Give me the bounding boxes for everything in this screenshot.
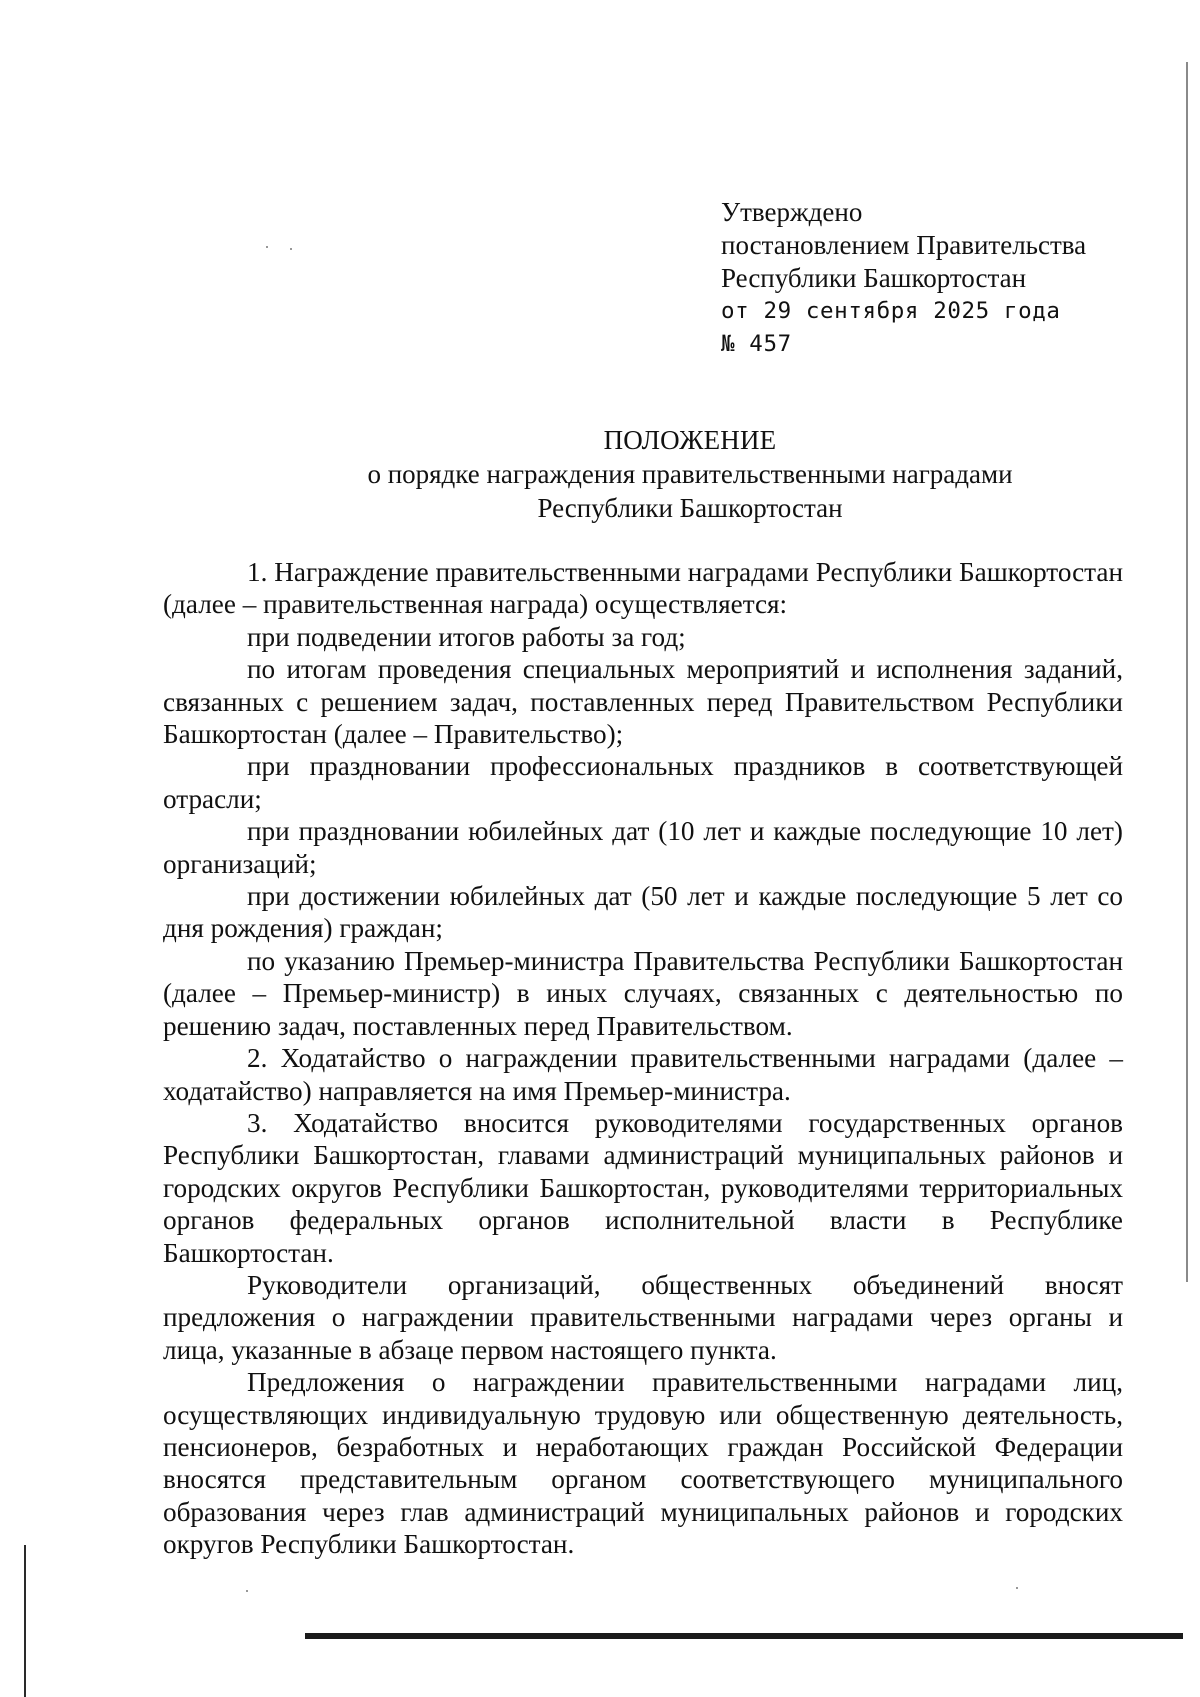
scan-bottom-bar (305, 1633, 1183, 1639)
document-subtitle: о порядке награждения правительственными наградами (367, 459, 1013, 489)
scan-speck (246, 1590, 248, 1592)
paragraph: при подведении итогов работы за год; (247, 621, 686, 652)
document-heading (160, 423, 1200, 525)
scan-speck (290, 248, 292, 250)
document-subtitle: Республики Башкортостан (537, 493, 843, 523)
paragraph: 1. Награждение правительственными наградами Республики Башкортостан (далее – правительственная награда) осуществляется: (163, 557, 1123, 620)
approval-line: Утверждено (721, 197, 863, 227)
paragraph: при праздновании юбилейных дат (10 лет и каждые последующие 10 лет) организаций; (163, 816, 1123, 879)
paragraph: 3. Ходатайство вносится руководителями государственных органов Республики Башкортостан, главами администраций муниципальных районов и городских округов Республики Башкортостан, руководителями территориальных органов федеральных органов исполнительной власти в Республике Башкортостан. (163, 1107, 1123, 1268)
paragraph: при достижении юбилейных дат (50 лет и каждые последующие 5 лет со дня рождения) граждан; (163, 881, 1123, 944)
approval-stamp-block (721, 196, 1086, 361)
approval-date: от 29 сентября 2025 года (721, 298, 1061, 324)
scan-edge-line (1186, 62, 1188, 1282)
scan-speck (1016, 1587, 1018, 1589)
scan-edge-line (24, 1545, 26, 1697)
paragraph: по указанию Премьер-министра Правительства Республики Башкортостан (далее – Премьер-министр) в иных случаях, связанных с деятельностью по решению задач, поставленных перед Правительством. (163, 945, 1123, 1041)
paragraph: Предложения о награждении правительственными наградами лиц, осуществляющих индивидуальную трудовую или общественную деятельность, пенсионеров, безработных и неработающих граждан Российской Федерации вносятся представительным органом соответствующего муниципального образования через глав администраций муниципальных районов и городских округов Республики Башкортостан. (163, 1367, 1123, 1560)
approval-number: № 457 (721, 331, 792, 357)
paragraph: 2. Ходатайство о награждении правительственными наградами (далее – ходатайство) направляется на имя Премьер-министра. (163, 1043, 1123, 1106)
paragraph: Руководители организаций, общественных объединений вносят предложения о награждении правительственными наградами через органы и лица, указанные в абзаце первом настоящего пункта. (163, 1269, 1123, 1365)
paragraph: по итогам проведения специальных мероприятий и исполнения заданий, связанных с решением задач, поставленных перед Правительством Республики Башкортостан (далее – Правительство); (163, 654, 1123, 750)
paragraph: при праздновании профессиональных праздников в соответствующей отрасли; (163, 751, 1123, 814)
scan-speck (266, 246, 268, 248)
approval-line: постановлением Правительства (721, 230, 1087, 260)
document-title: ПОЛОЖЕНИЕ (603, 425, 777, 455)
document-body (163, 556, 1123, 1561)
approval-line: Республики Башкортостан (721, 263, 1027, 293)
